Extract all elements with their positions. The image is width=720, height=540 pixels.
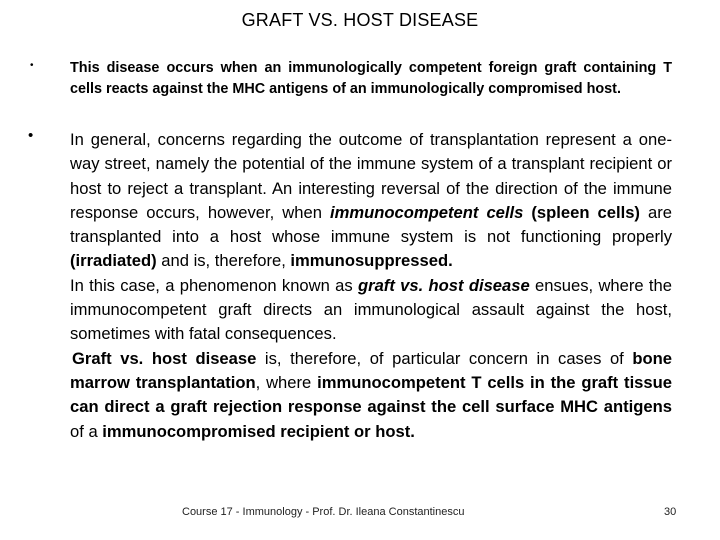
term-immunosuppressed: immunosuppressed. bbox=[290, 251, 453, 271]
text-run: In this case, a phenomenon known as bbox=[70, 275, 358, 295]
slide-footer: Course 17 - Immunology - Prof. Dr. Ileana Constantinescu bbox=[182, 506, 465, 518]
text-run: of a bbox=[70, 421, 103, 441]
text-run: , where bbox=[255, 372, 318, 392]
paragraph-gvhd bbox=[70, 274, 672, 347]
text-run: is, therefore, of particular concern in cases of bbox=[256, 348, 633, 368]
text-run: and is, therefore, bbox=[156, 251, 291, 271]
bullet-text-explanation bbox=[70, 128, 672, 444]
bullet-icon: • bbox=[30, 60, 34, 71]
term-bone-marrow-transplantation: bone marrow transplantation bbox=[70, 348, 672, 392]
term-t-cells-response: immunocompetent T cells in the graft tissue can direct a graft rejection response against the cell surface MHC antigens bbox=[70, 372, 672, 417]
text-run: are transplanted into a host whose immune system is not functioning properly bbox=[70, 202, 672, 247]
bullet-text-definition: This disease occurs when an immunologically competent foreign graft containing T cells reacts against the MHC antigens of an immunologically compromised host. bbox=[70, 60, 672, 97]
text-run: In general, concerns regarding the outcome of transplantation represent a one-way street, namely the potential of the immune system of a transplant recipient or host to reject a transplant. An interesting reversal of the direction of the immune response occurs, however, when bbox=[70, 130, 672, 222]
term-immunocompetent-cells: immunocompetent cells bbox=[329, 202, 524, 222]
term-spleen-cells: (spleen cells) bbox=[523, 202, 640, 222]
page-number: 30 bbox=[664, 506, 677, 518]
text-run: ensues, where the immunocompetent graft directs an immunological assault against the host, sometimes with fatal consequences. bbox=[70, 275, 672, 344]
term-graft-vs-host-disease: graft vs. host disease bbox=[357, 275, 530, 295]
bullet-icon: • bbox=[28, 127, 34, 144]
slide-title: GRAFT VS. HOST DISEASE bbox=[241, 10, 479, 30]
paragraph-bone-marrow bbox=[70, 347, 672, 444]
paragraph-transplantation bbox=[70, 128, 672, 274]
term-gvhd: Graft vs. host disease bbox=[72, 348, 257, 368]
term-immunocompromised-host: immunocompromised recipient or host. bbox=[102, 421, 415, 441]
term-irradiated: (irradiated) bbox=[70, 251, 157, 271]
